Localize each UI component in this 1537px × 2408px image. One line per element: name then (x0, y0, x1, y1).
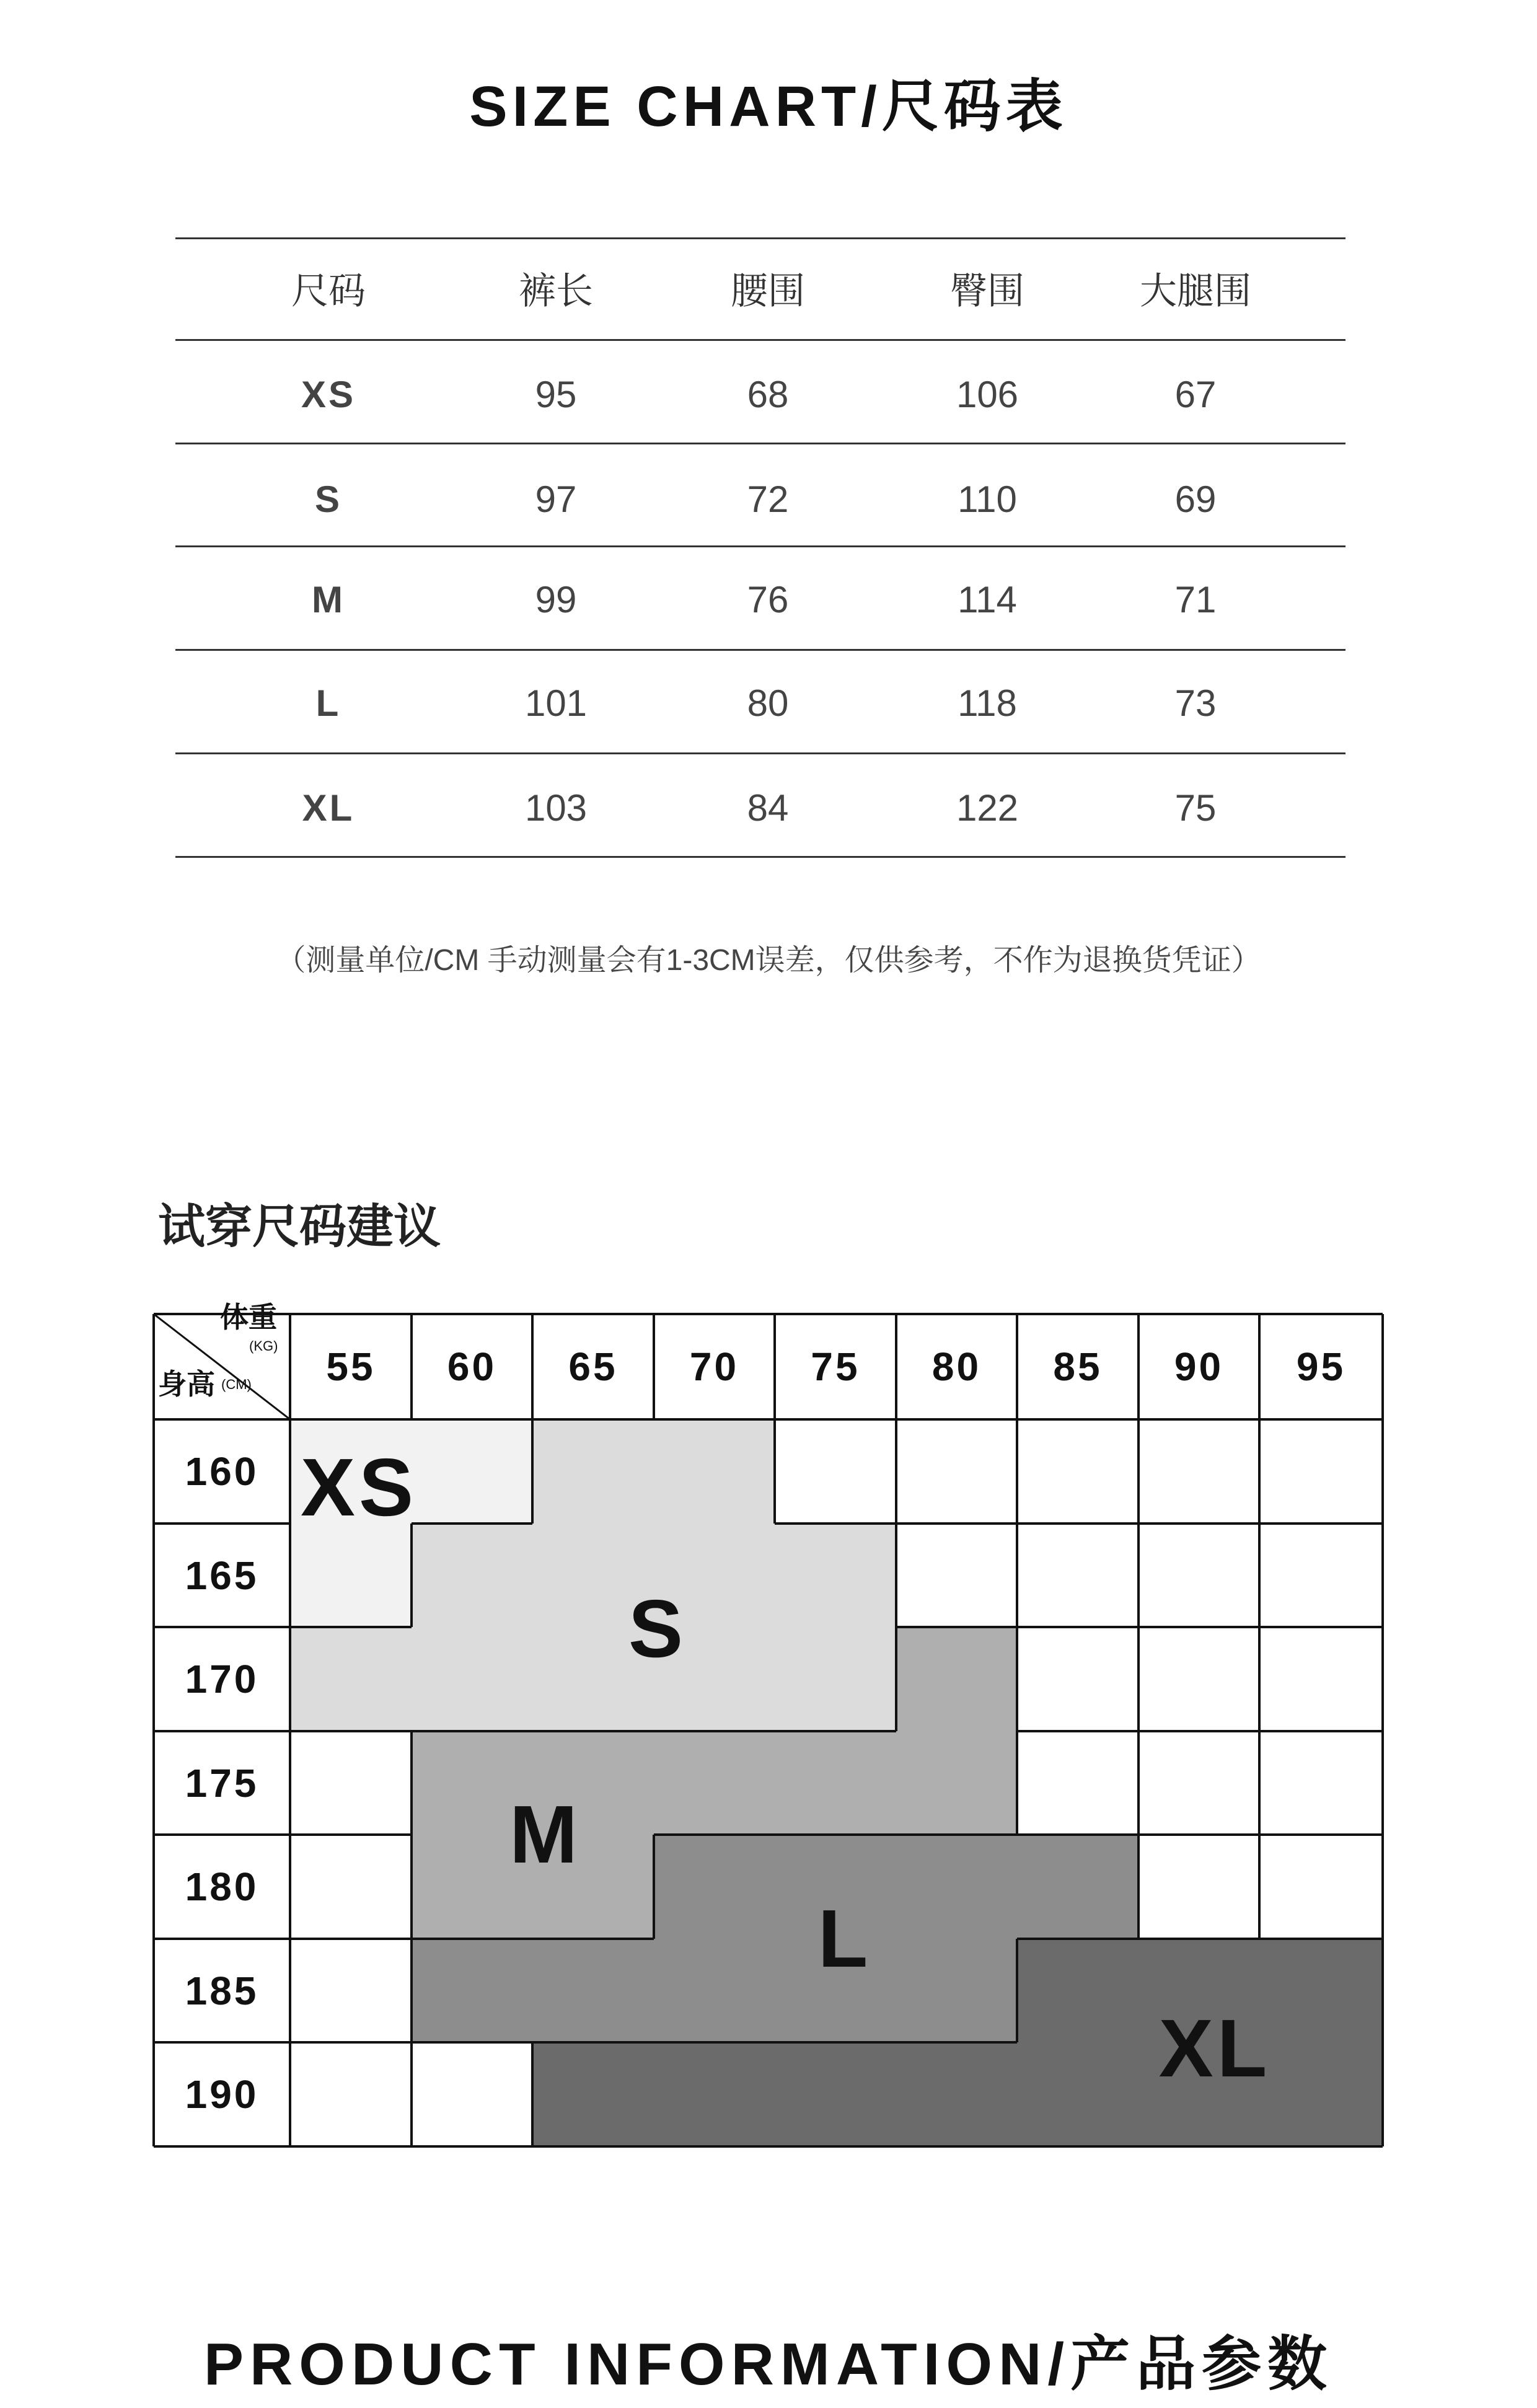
size-region-label: XS (300, 1442, 418, 1533)
table-cell: 69 (1174, 479, 1217, 520)
table-header-cell: 尺码 (291, 270, 366, 312)
table-cell: 97 (535, 479, 577, 520)
height-header-cell: 160 (185, 1449, 259, 1494)
table-cell: 114 (958, 579, 1017, 620)
table-cell: 95 (535, 374, 577, 415)
measurement-note: （测量单位/CM 手动测量会有1-3CM误差，仅供参考，不作为退换货凭证） (276, 944, 1261, 977)
table-cell: 110 (958, 479, 1017, 520)
height-header-cell: 180 (185, 1864, 259, 1909)
height-header-cell: 165 (185, 1553, 259, 1598)
weight-axis-unit: (KG) (249, 1338, 278, 1354)
table-size-label: L (315, 682, 341, 724)
table-size-label: XL (302, 787, 355, 829)
table-header-cell: 腰围 (731, 270, 805, 312)
table-cell: 106 (956, 374, 1019, 415)
height-header-cell: 170 (185, 1657, 259, 1701)
weight-header-cell: 65 (568, 1344, 618, 1389)
table-size-label: M (312, 579, 345, 620)
table-cell: 99 (535, 579, 577, 620)
table-cell: 67 (1174, 374, 1217, 415)
height-axis-unit: (CM) (221, 1377, 252, 1392)
table-cell: 84 (747, 787, 789, 829)
table-cell: 122 (956, 787, 1019, 829)
size-region-label: M (509, 1789, 581, 1880)
table-cell: 101 (524, 682, 588, 724)
table-cell: 103 (524, 787, 588, 829)
table-cell: 71 (1174, 579, 1217, 620)
table-header-cell: 裤长 (519, 270, 593, 312)
table-cell: 75 (1174, 787, 1217, 829)
height-header-cell: 185 (185, 1968, 259, 2013)
height-axis-label: 身高 (158, 1368, 215, 1400)
weight-axis-label: 体重 (220, 1301, 277, 1333)
table-header-cell: 臀围 (950, 270, 1024, 312)
table-cell: 76 (747, 579, 789, 620)
size-region-label: L (817, 1893, 872, 1984)
table-header-cell: 大腿围 (1140, 270, 1251, 312)
table-size-label: S (314, 479, 343, 520)
weight-header-cell: 75 (811, 1344, 860, 1389)
weight-header-cell: 90 (1174, 1344, 1224, 1389)
weight-header-cell: 95 (1296, 1344, 1346, 1389)
weight-header-cell: 55 (326, 1344, 376, 1389)
table-cell: 73 (1174, 682, 1217, 724)
weight-header-cell: 85 (1053, 1344, 1103, 1389)
product-information-title: PRODUCT INFORMATION/产品参数 (203, 2331, 1334, 2397)
size-region-label: XL (1158, 2003, 1271, 2094)
height-header-cell: 190 (185, 2072, 259, 2117)
size-region-label: S (628, 1583, 687, 1674)
table-cell: 80 (747, 682, 789, 724)
recommendation-title: 试穿尺码建议 (158, 1201, 441, 1253)
weight-header-cell: 70 (689, 1344, 739, 1389)
table-cell: 118 (958, 682, 1017, 724)
table-size-label: XS (301, 374, 356, 415)
table-cell: 72 (747, 479, 789, 520)
weight-header-cell: 60 (447, 1344, 497, 1389)
weight-header-cell: 80 (931, 1344, 982, 1389)
table-cell: 68 (747, 374, 789, 415)
height-header-cell: 175 (185, 1760, 259, 1806)
size-chart-title: SIZE CHART/尺码表 (469, 75, 1068, 138)
